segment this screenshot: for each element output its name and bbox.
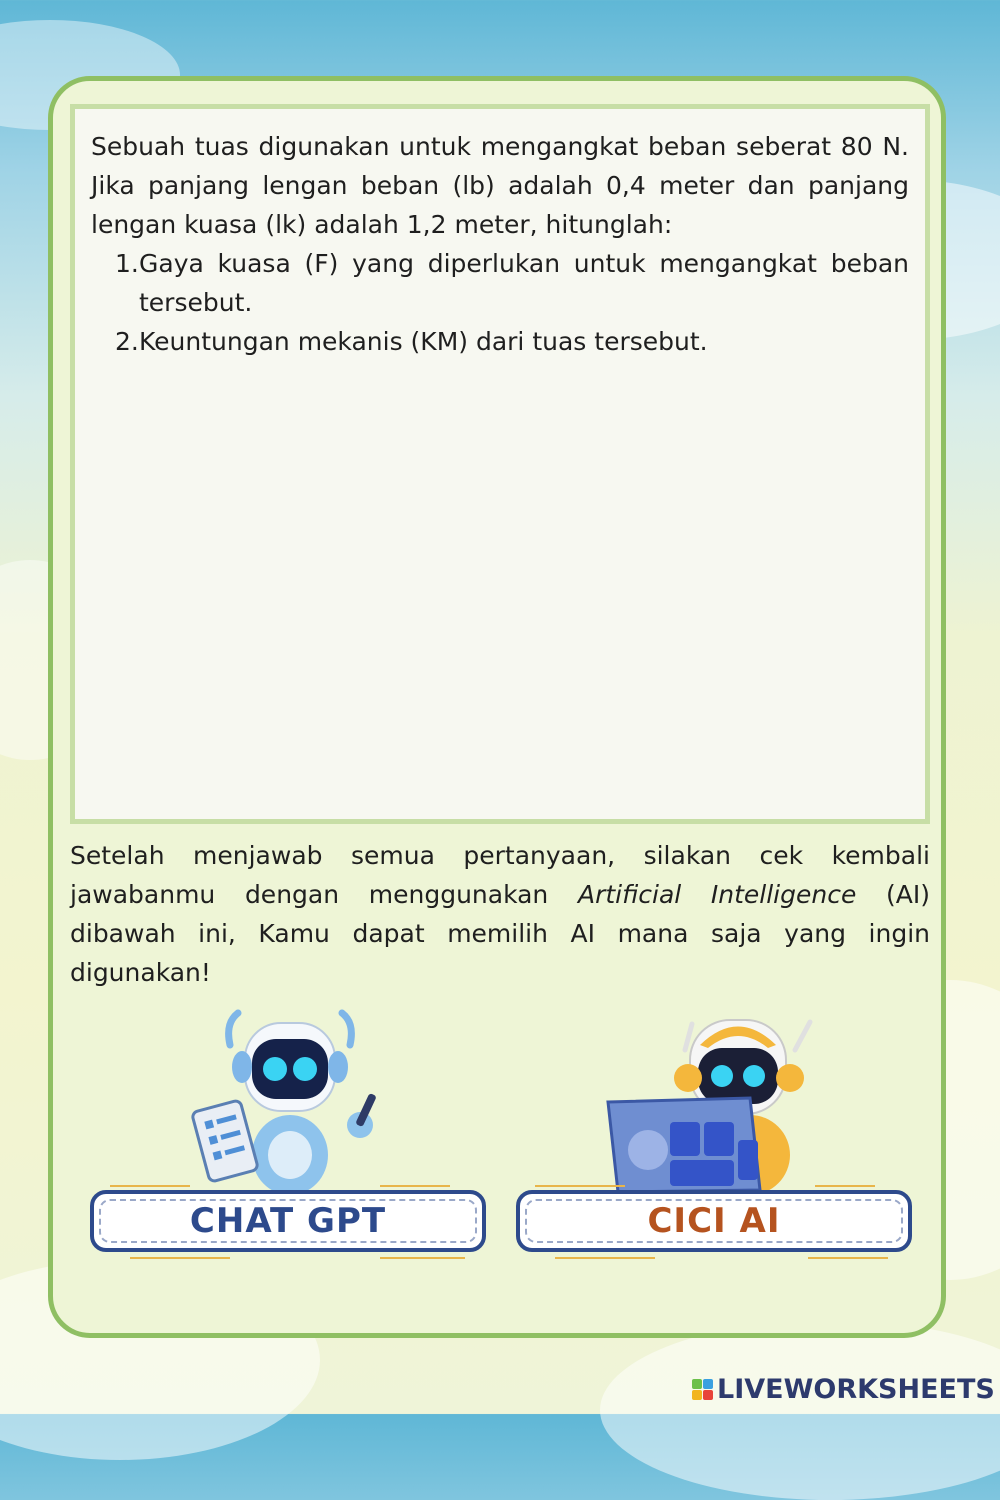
brand-name: LIVEWORKSHEETS	[717, 1374, 995, 1405]
question-number: 1.	[115, 249, 139, 278]
liveworksheets-logo[interactable]	[692, 1374, 995, 1405]
decorative-line	[130, 1257, 230, 1259]
instruction-before: Setelah menjawab semua pertanyaan, silakan cek kembali jawabanmu dengan menggunakan	[70, 841, 930, 909]
decorative-line	[380, 1185, 450, 1187]
cici-ai-button[interactable]	[516, 1190, 912, 1252]
chatgpt-button[interactable]	[90, 1190, 486, 1252]
question-intro: Sebuah tuas digunakan untuk mengangkat beban seberat 80 N. Jika panjang lengan beban (lb) adalah 0,4 meter dan panjang lengan kuasa (lk) adalah 1,2 meter, hitunglah:	[91, 132, 909, 239]
chatgpt-button-label: CHAT GPT	[189, 1201, 387, 1241]
question-text: Keuntungan mekanis (KM) dari tuas tersebut.	[139, 327, 708, 356]
decorative-line	[380, 1257, 465, 1259]
question-list	[91, 244, 909, 361]
question-text: Gaya kuasa (F) yang diperlukan untuk mengangkat beban tersebut.	[139, 249, 909, 317]
liveworksheets-logo-icon	[692, 1379, 713, 1400]
decorative-line	[110, 1185, 190, 1187]
question-item	[115, 322, 909, 361]
instruction-text	[70, 836, 930, 992]
robot-illustration-cici	[600, 1010, 820, 1195]
decorative-line	[555, 1257, 655, 1259]
instruction-after: (AI) dibawah ini, Kamu dapat memilih AI mana saja yang ingin digunakan!	[70, 880, 931, 987]
robot-illustration-chatgpt	[190, 1005, 390, 1195]
cloud-decoration	[600, 1320, 1000, 1500]
question-item	[115, 244, 909, 322]
decorative-line	[808, 1257, 888, 1259]
instruction-italic: Artificial Intelligence	[577, 880, 857, 909]
question-box	[70, 104, 930, 824]
cici-ai-button-label: CICI AI	[647, 1201, 781, 1241]
question-number: 2.	[115, 327, 139, 356]
decorative-line	[535, 1185, 625, 1187]
decorative-line	[815, 1185, 875, 1187]
